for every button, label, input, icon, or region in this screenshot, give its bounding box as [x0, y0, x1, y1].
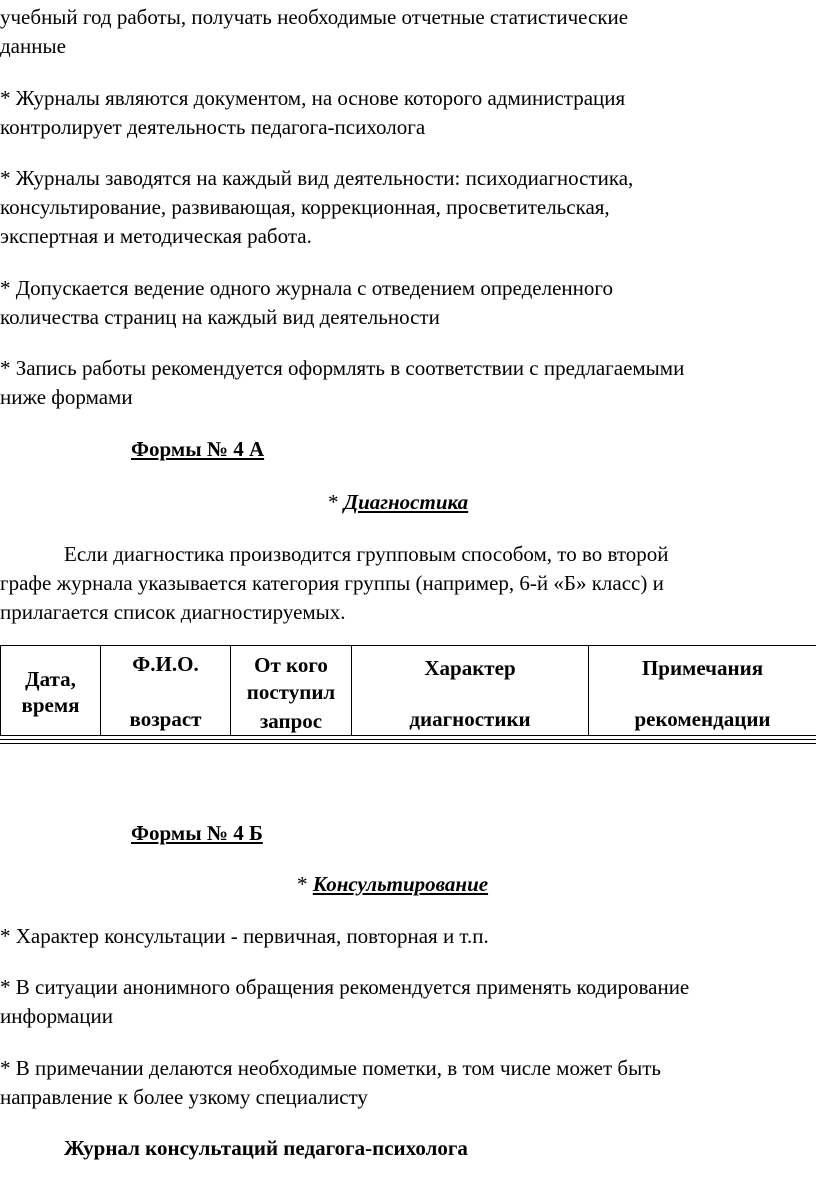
journal-title: Журнал консультаций педагога-психолога: [64, 1136, 468, 1160]
paragraph-line: консультирование, развивающая, коррекционная, просветительская,: [0, 195, 610, 219]
paragraph-line: учебный год работы, получать необходимые отчетные статистические: [0, 5, 629, 29]
paragraph-line: Если диагностика производится групповым способом, то во второй: [64, 542, 669, 566]
list-item: * В примечании делаются необходимые пометки, в том числе может быть: [0, 1056, 661, 1080]
paragraph-line: прилагается список диагностируемых.: [0, 600, 346, 624]
form-a-heading: Формы № 4 А: [131, 437, 265, 461]
header-text: рекомендации: [634, 707, 771, 731]
table-header-row: [1, 646, 816, 737]
header-text: Дата,: [25, 667, 76, 691]
paragraph-line: данные: [0, 34, 66, 58]
paragraph-line: экспертная и методическая работа.: [0, 224, 312, 248]
table-header-cell: [352, 646, 589, 737]
bullet-star: *: [297, 872, 313, 896]
paragraph-line: количества страниц на каждый вид деятельности: [0, 305, 440, 329]
table-header-cell: [589, 646, 816, 737]
header-text: Примечания: [641, 656, 764, 680]
list-item: информации: [0, 1004, 113, 1028]
header-text: запрос: [259, 709, 323, 733]
form-b-subheading-line: [297, 870, 488, 899]
table-header-cell: [1, 646, 101, 737]
form-b-subheading: Консультирование: [312, 872, 489, 896]
header-text: От кого: [254, 653, 328, 677]
list-item: * В ситуации анонимного обращения рекомендуется применять кодирование: [0, 975, 690, 999]
form-a-subheading-line: [328, 488, 468, 517]
form-a-subheading: Диагностика: [343, 490, 469, 514]
form-b-heading: Формы № 4 Б: [131, 821, 263, 845]
paragraph-line: * Запись работы рекомендуется оформлять в соответствии с предлагаемыми: [0, 356, 685, 380]
paragraph-line: графе журнала указывается категория группы (например, 6-й «Б» класс) и: [0, 571, 664, 595]
table-header-cell: [231, 646, 352, 737]
rule-line: [0, 739, 816, 740]
rule-line: [0, 743, 816, 744]
header-text: диагностики: [409, 707, 531, 731]
header-text: Характер: [424, 656, 516, 680]
header-text: время: [21, 693, 80, 717]
table-header-cell: [101, 646, 231, 737]
table-bottom-rule: [0, 735, 816, 745]
paragraph-line: * Журналы являются документом, на основе которого администрация: [0, 86, 626, 110]
header-text: Ф.И.О.: [132, 652, 199, 676]
paragraph-line: * Журналы заводятся на каждый вид деятельности: психодиагностика,: [0, 166, 634, 190]
header-text: возраст: [129, 707, 202, 731]
paragraph-line: ниже формами: [0, 385, 133, 409]
header-text: поступил: [246, 680, 336, 704]
diagnostics-table: [0, 645, 816, 745]
list-item: * Характер консультации - первичная, повторная и т.п.: [0, 924, 489, 948]
list-item: направление к более узкому специалисту: [0, 1085, 368, 1109]
rule-line: [0, 735, 816, 736]
bullet-star: *: [328, 490, 344, 514]
paragraph-line: контролирует деятельность педагога-психолога: [0, 115, 426, 139]
paragraph-line: * Допускается ведение одного журнала с отведением определенного: [0, 276, 613, 300]
